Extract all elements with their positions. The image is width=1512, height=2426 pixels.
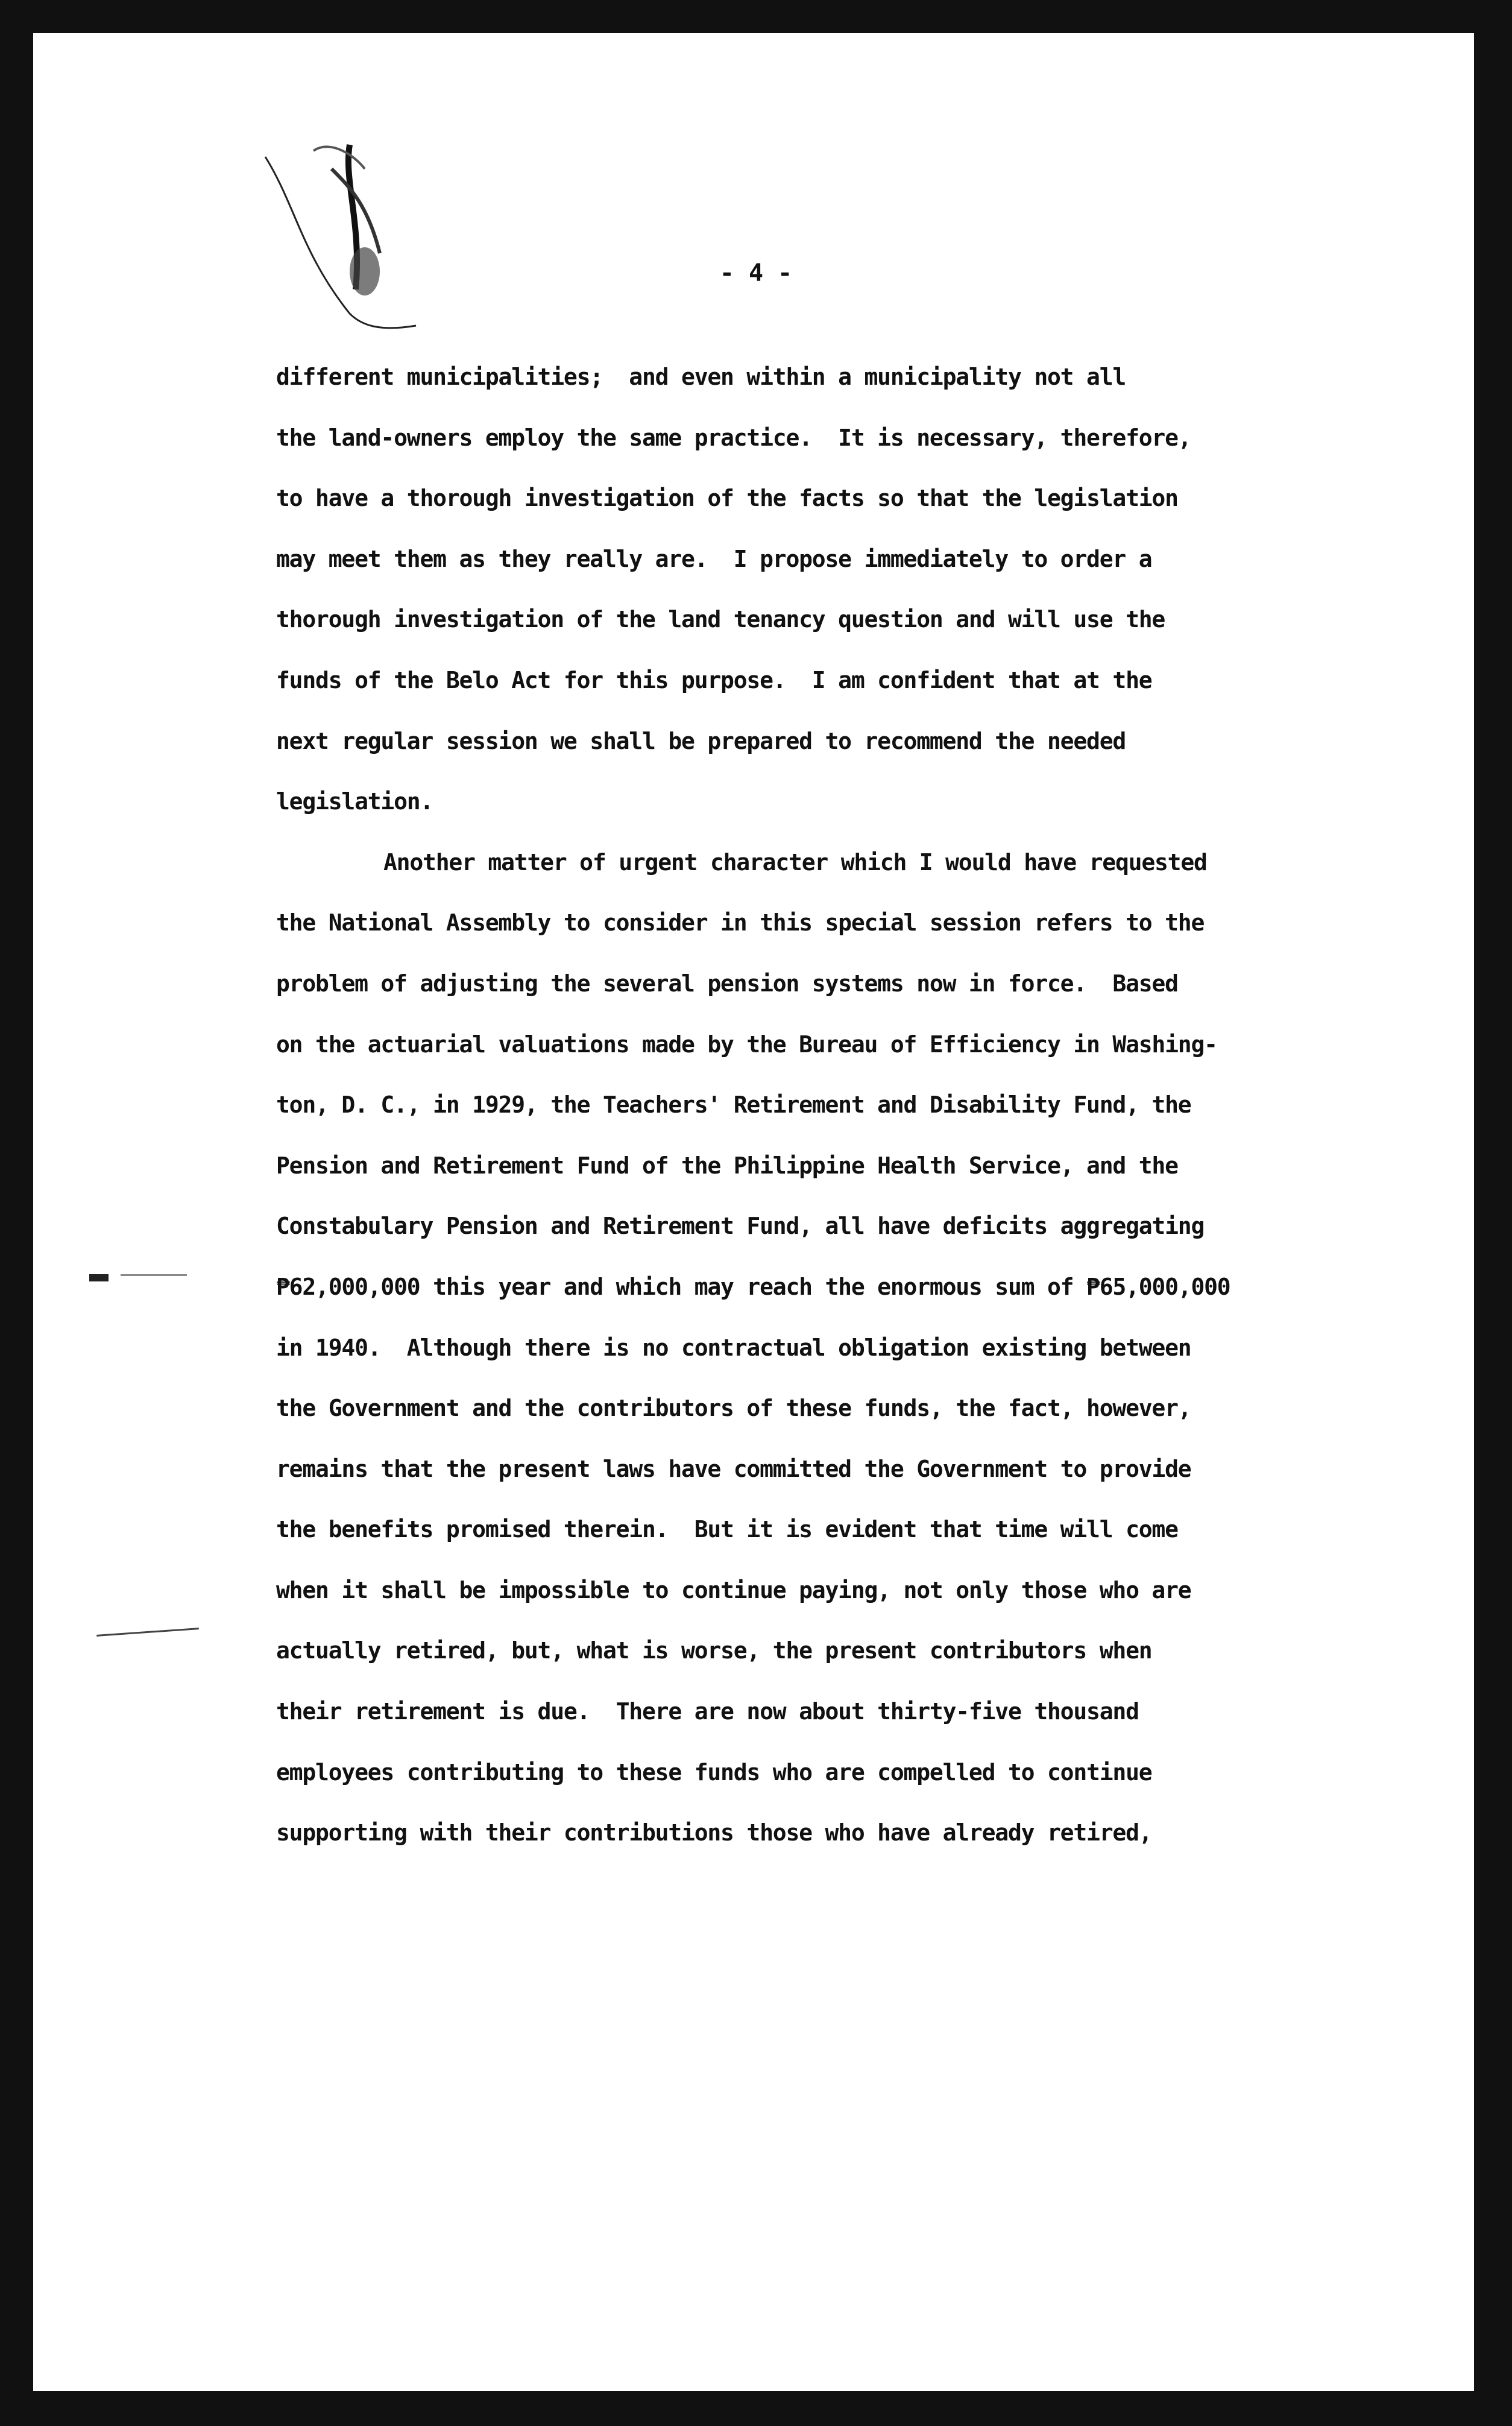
text-line: actually retired, but, what is worse, the present contributors when (276, 1637, 1152, 1664)
margin-mark-line (121, 1274, 187, 1276)
text-line: different municipalities; and even within a municipality not all (276, 364, 1126, 390)
text-line: problem of adjusting the several pension systems now in force. Based (276, 970, 1178, 997)
text-line: legislation. (276, 788, 433, 815)
margin-mark-dash (89, 1274, 109, 1281)
text-line: may meet them as they really are. I propose immediately to order a (276, 545, 1152, 572)
text-line: the Government and the contributors of these funds, the fact, however, (276, 1395, 1191, 1422)
text-line: on the actuarial valuations made by the Bureau of Efficiency in Washing- (276, 1031, 1217, 1058)
text-line: supporting with their contributions those who have already retired, (276, 1819, 1152, 1846)
text-line: their retirement is due. There are now about thirty-five thousand (276, 1698, 1139, 1725)
text-line: in 1940. Although there is no contractual obligation existing between (276, 1334, 1191, 1361)
text-line: the benefits promised therein. But it is evident that time will come (276, 1516, 1178, 1543)
ink-smudge-mark (259, 133, 440, 338)
text-line: thorough investigation of the land tenancy question and will use the (276, 606, 1165, 633)
text-line: remains that the present laws have committed the Government to provide (276, 1455, 1191, 1482)
text-line: to have a thorough investigation of the facts so that the legislation (276, 485, 1178, 512)
text-line: Constabulary Pension and Retirement Fund, all have deficits aggregating (276, 1213, 1205, 1240)
text-line: employees contributing to these funds who are compelled to continue (276, 1758, 1152, 1786)
text-line: when it shall be impossible to continue paying, not only those who are (276, 1576, 1191, 1603)
page-number: - 4 - (719, 259, 793, 287)
body-text (276, 347, 1422, 1863)
text-line: the land-owners employ the same practice. It is necessary, therefore, (276, 424, 1191, 451)
text-line: Pension and Retirement Fund of the Philippine Health Service, and the (276, 1152, 1178, 1179)
text-line: ₱62,000,000 this year and which may reach the enormous sum of ₱65,000,000 (276, 1273, 1230, 1300)
text-line: funds of the Belo Act for this purpose. I am confident that at the (276, 666, 1152, 693)
text-line: next regular session we shall be prepared to recommend the needed (276, 727, 1126, 754)
text-line: ton, D. C., in 1929, the Teachers' Retirement and Disability Fund, the (276, 1091, 1191, 1119)
text-line: the National Assembly to consider in this special session refers to the (276, 909, 1205, 937)
paragraph-start-line: Another matter of urgent character which I would have requested (383, 848, 1207, 876)
